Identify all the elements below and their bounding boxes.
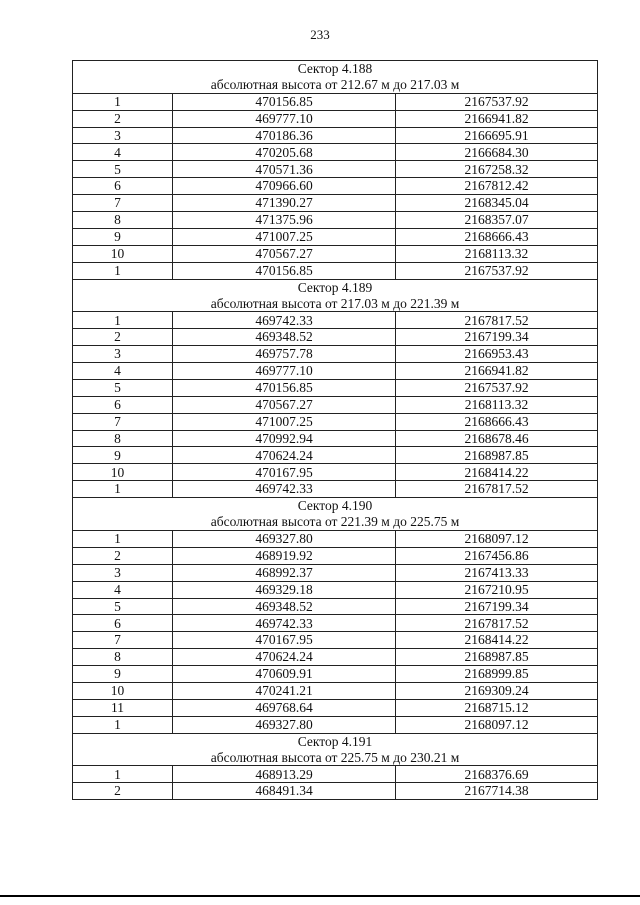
coordinate-x: 469768.64	[173, 699, 396, 716]
sector-title-row	[73, 733, 598, 749]
table-row	[73, 195, 598, 212]
coordinate-x: 470609.91	[173, 666, 396, 683]
coordinate-x: 470205.68	[173, 144, 396, 161]
coordinate-y: 2166941.82	[396, 363, 598, 380]
coordinate-y: 2168097.12	[396, 716, 598, 733]
point-number: 10	[73, 245, 173, 262]
coordinate-y: 2167199.34	[396, 598, 598, 615]
sector-subtitle-row	[73, 77, 598, 93]
coordinate-y: 2167537.92	[396, 379, 598, 396]
coordinate-y: 2168414.22	[396, 464, 598, 481]
point-number: 9	[73, 228, 173, 245]
sector-altitude-range: абсолютная высота от 212.67 м до 217.03 м	[73, 77, 598, 93]
coordinate-x: 470571.36	[173, 161, 396, 178]
coordinate-x: 468913.29	[173, 766, 396, 783]
coordinate-y: 2167537.92	[396, 262, 598, 279]
coordinate-y: 2167413.33	[396, 564, 598, 581]
coordinate-y: 2168113.32	[396, 245, 598, 262]
sector-title-row	[73, 61, 598, 77]
coordinate-y: 2167714.38	[396, 783, 598, 800]
coordinate-x: 469742.33	[173, 481, 396, 498]
page-bottom-rule	[0, 895, 640, 897]
sector-title-row	[73, 279, 598, 295]
sector-title: Сектор 4.190	[73, 498, 598, 514]
point-number: 1	[73, 530, 173, 547]
table-row	[73, 363, 598, 380]
coordinate-x: 469327.80	[173, 716, 396, 733]
table-row	[73, 144, 598, 161]
point-number: 6	[73, 396, 173, 413]
point-number: 3	[73, 346, 173, 363]
coordinate-x: 469757.78	[173, 346, 396, 363]
table-row	[73, 564, 598, 581]
coordinate-y: 2168113.32	[396, 396, 598, 413]
coordinate-x: 471007.25	[173, 228, 396, 245]
point-number: 7	[73, 195, 173, 212]
point-number: 4	[73, 581, 173, 598]
table-row	[73, 312, 598, 329]
coordinate-y: 2168357.07	[396, 212, 598, 229]
table-row	[73, 245, 598, 262]
sector-subtitle-row	[73, 750, 598, 766]
coordinate-y: 2167199.34	[396, 329, 598, 346]
coordinate-y: 2168987.85	[396, 447, 598, 464]
coordinate-y: 2167258.32	[396, 161, 598, 178]
point-number: 1	[73, 716, 173, 733]
coordinate-y: 2167817.52	[396, 615, 598, 632]
coordinate-y: 2168666.43	[396, 413, 598, 430]
coordinate-y: 2167812.42	[396, 178, 598, 195]
coordinate-x: 470156.85	[173, 379, 396, 396]
point-number: 6	[73, 178, 173, 195]
coordinate-y: 2167537.92	[396, 93, 598, 110]
coordinate-y: 2167817.52	[396, 312, 598, 329]
coordinate-y: 2167210.95	[396, 581, 598, 598]
point-number: 7	[73, 632, 173, 649]
coordinate-y: 2168376.69	[396, 766, 598, 783]
table-row	[73, 178, 598, 195]
coordinate-x: 470624.24	[173, 447, 396, 464]
point-number: 3	[73, 127, 173, 144]
point-number: 5	[73, 161, 173, 178]
coordinate-y: 2168999.85	[396, 666, 598, 683]
point-number: 4	[73, 144, 173, 161]
coordinate-y: 2167456.86	[396, 547, 598, 564]
coordinate-y: 2168987.85	[396, 649, 598, 666]
coordinate-y: 2169309.24	[396, 682, 598, 699]
coordinate-x: 470156.85	[173, 93, 396, 110]
coordinate-y: 2166941.82	[396, 110, 598, 127]
table-row	[73, 161, 598, 178]
coordinate-x: 469742.33	[173, 312, 396, 329]
point-number: 9	[73, 666, 173, 683]
table-row	[73, 346, 598, 363]
coordinate-y: 2166953.43	[396, 346, 598, 363]
table-row	[73, 547, 598, 564]
table-row	[73, 581, 598, 598]
point-number: 2	[73, 110, 173, 127]
coordinate-y: 2168715.12	[396, 699, 598, 716]
table-row	[73, 430, 598, 447]
table-row	[73, 716, 598, 733]
point-number: 2	[73, 547, 173, 564]
table-row	[73, 110, 598, 127]
coordinate-x: 470966.60	[173, 178, 396, 195]
point-number: 5	[73, 379, 173, 396]
coordinate-x: 469777.10	[173, 110, 396, 127]
coordinate-x: 468992.37	[173, 564, 396, 581]
table-row	[73, 530, 598, 547]
table-row	[73, 127, 598, 144]
coordinate-x: 470167.95	[173, 632, 396, 649]
point-number: 2	[73, 783, 173, 800]
point-number: 7	[73, 413, 173, 430]
coordinate-x: 470567.27	[173, 396, 396, 413]
point-number: 9	[73, 447, 173, 464]
sector-subtitle-row	[73, 295, 598, 311]
table-row	[73, 379, 598, 396]
sector-altitude-range: абсолютная высота от 225.75 м до 230.21 м	[73, 750, 598, 766]
coordinates-table	[72, 60, 598, 800]
coordinate-x: 470156.85	[173, 262, 396, 279]
table-row	[73, 598, 598, 615]
coordinate-x: 471007.25	[173, 413, 396, 430]
coordinate-x: 469348.52	[173, 598, 396, 615]
table-row	[73, 212, 598, 229]
coordinate-y: 2168666.43	[396, 228, 598, 245]
point-number: 8	[73, 212, 173, 229]
coordinate-x: 470167.95	[173, 464, 396, 481]
coordinate-x: 469329.18	[173, 581, 396, 598]
point-number: 1	[73, 312, 173, 329]
coordinate-x: 470567.27	[173, 245, 396, 262]
table-row	[73, 447, 598, 464]
point-number: 10	[73, 682, 173, 699]
table-row	[73, 699, 598, 716]
coordinate-x: 471390.27	[173, 195, 396, 212]
point-number: 1	[73, 481, 173, 498]
coordinate-x: 470241.21	[173, 682, 396, 699]
coordinate-x: 468491.34	[173, 783, 396, 800]
coordinate-x: 469777.10	[173, 363, 396, 380]
coordinate-y: 2166684.30	[396, 144, 598, 161]
table-row	[73, 615, 598, 632]
coordinate-x: 469327.80	[173, 530, 396, 547]
coordinate-x: 469348.52	[173, 329, 396, 346]
table-row	[73, 93, 598, 110]
table-row	[73, 396, 598, 413]
table-row	[73, 682, 598, 699]
point-number: 4	[73, 363, 173, 380]
coordinate-x: 470992.94	[173, 430, 396, 447]
point-number: 1	[73, 262, 173, 279]
coordinate-y: 2166695.91	[396, 127, 598, 144]
coordinate-x: 470624.24	[173, 649, 396, 666]
sector-title: Сектор 4.188	[73, 61, 598, 77]
sector-title-row	[73, 498, 598, 514]
point-number: 6	[73, 615, 173, 632]
sector-subtitle-row	[73, 514, 598, 530]
point-number: 1	[73, 93, 173, 110]
page-number: 233	[310, 27, 330, 42]
table-row	[73, 329, 598, 346]
sector-title: Сектор 4.189	[73, 279, 598, 295]
table-row	[73, 666, 598, 683]
coordinate-x: 469742.33	[173, 615, 396, 632]
table-row	[73, 464, 598, 481]
coordinate-y: 2168678.46	[396, 430, 598, 447]
point-number: 8	[73, 430, 173, 447]
sector-altitude-range: абсолютная высота от 221.39 м до 225.75 м	[73, 514, 598, 530]
point-number: 1	[73, 766, 173, 783]
table-row	[73, 262, 598, 279]
coordinate-y: 2167817.52	[396, 481, 598, 498]
table-row	[73, 783, 598, 800]
point-number: 11	[73, 699, 173, 716]
coordinate-y: 2168097.12	[396, 530, 598, 547]
point-number: 10	[73, 464, 173, 481]
coordinate-y: 2168414.22	[396, 632, 598, 649]
table-row	[73, 481, 598, 498]
coordinate-x: 468919.92	[173, 547, 396, 564]
coordinate-x: 470186.36	[173, 127, 396, 144]
point-number: 5	[73, 598, 173, 615]
table-row	[73, 632, 598, 649]
sector-altitude-range: абсолютная высота от 217.03 м до 221.39 м	[73, 295, 598, 311]
point-number: 8	[73, 649, 173, 666]
sector-title: Сектор 4.191	[73, 733, 598, 749]
coordinate-y: 2168345.04	[396, 195, 598, 212]
table-row	[73, 766, 598, 783]
point-number: 3	[73, 564, 173, 581]
table-row	[73, 649, 598, 666]
point-number: 2	[73, 329, 173, 346]
table-row	[73, 228, 598, 245]
table-row	[73, 413, 598, 430]
coordinate-x: 471375.96	[173, 212, 396, 229]
